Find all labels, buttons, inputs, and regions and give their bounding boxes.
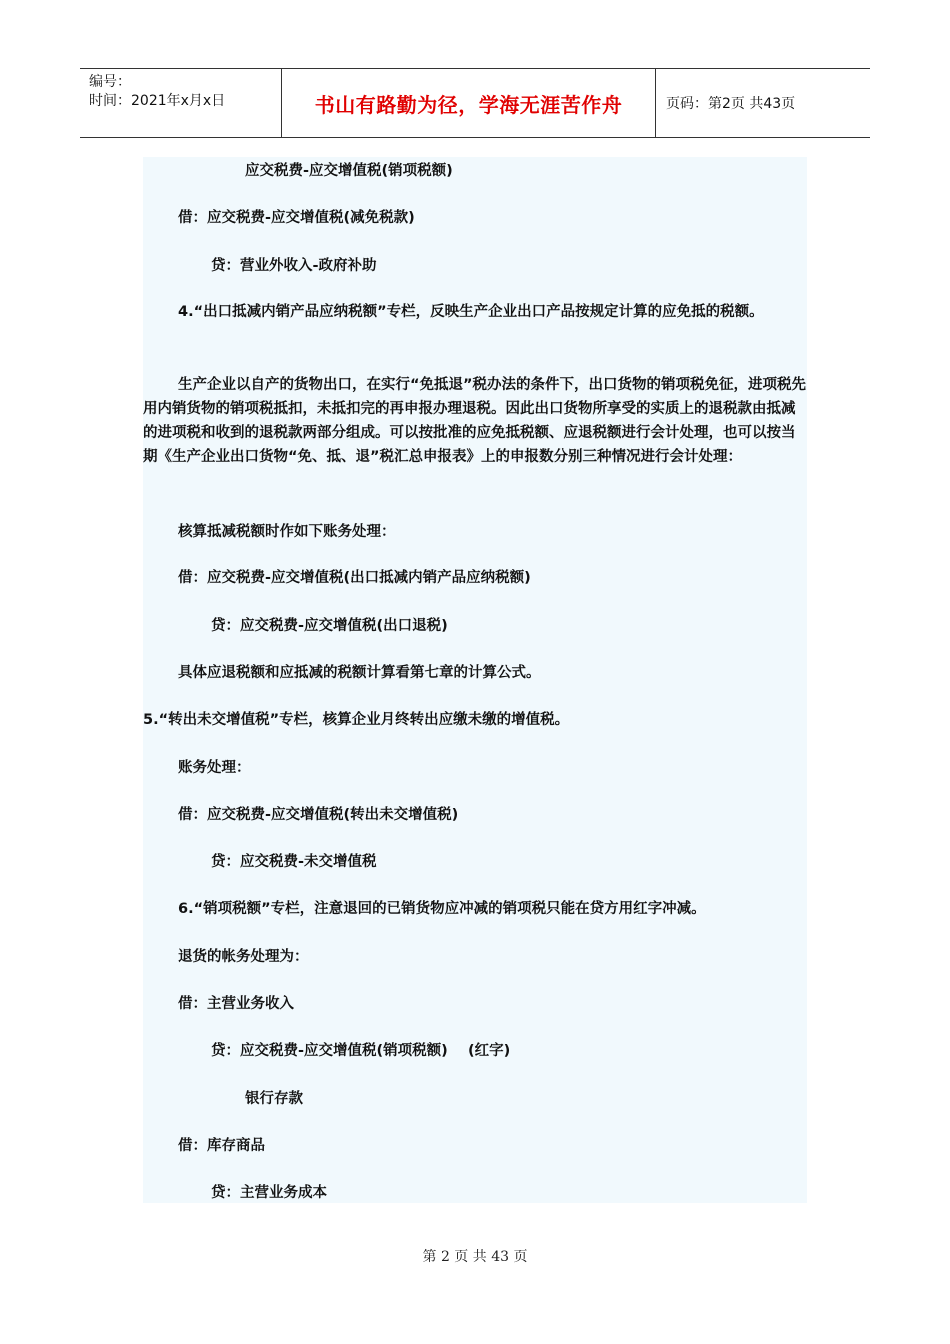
body-line: 应交税费-应交增值税(销项税额) [245,163,453,179]
body-line: 贷：营业外收入-政府补助 [211,258,377,274]
body-line: 借：应交税费-应交增值税(出口抵减内销产品应纳税额) [178,570,531,586]
body-line: 贷：应交税费-应交增值税(销项税额) (红字) [211,1043,511,1059]
body-line: 借：应交税费-应交增值税(减免税款) [178,210,415,226]
body-line: 贷：应交税费-未交增值税 [211,854,377,870]
document-date: 时间：2021年x月x日 [89,93,226,109]
document-body [143,157,807,1203]
page-header [80,68,870,138]
body-line: 5.“转出未交增值税”专栏，核算企业月终转出应缴未缴的增值税。 [143,712,570,728]
page-footer: 第 2 页 共 43 页 [422,1249,528,1265]
body-line: 借：主营业务收入 [178,996,294,1012]
header-motto-cell [282,69,656,137]
body-line: 贷：应交税费-应交增值税(出口退税) [211,618,448,634]
header-motto: 书山有路勤为径，学海无涯苦作舟 [314,92,623,117]
body-paragraph: 4.“出口抵减内销产品应纳税额”专栏，反映生产企业出口产品按规定计算的应免抵的税额。 [178,304,764,320]
document-number-label: 编号： [89,74,131,90]
body-line: 具体应退税额和应抵减的税额计算看第七章的计算公式。 [178,665,541,681]
body-line: 退货的帐务处理为： [178,949,309,965]
body-line: 6.“销项税额”专栏，注意退回的已销货物应冲减的销项税只能在贷方用红字冲减。 [178,901,706,917]
header-page-info: 页码：第2页 共43页 [666,96,796,112]
body-paragraph: 生产企业以自产的货物出口，在实行“免抵退”税办法的条件下，出口货物的销项税免征，进项税先用内销货物的销项税抵扣，未抵扣完的再申报办理退税。因此出口货物所享受的实质上的退税款由抵减的进项税和收到的退税款两部分组成。可以按批准的应免抵税额、应退税额进行会计处理，也可以按当期《生产企业出口货物“免、抵、退”税汇总申报表》上的申报数分别三种情况进行会计处理： [143,377,807,465]
body-line: 贷：主营业务成本 [211,1185,327,1201]
body-line: 核算抵减税额时作如下账务处理： [178,524,396,540]
header-left-cell [80,69,282,137]
body-line: 借：库存商品 [178,1138,265,1154]
body-line: 借：应交税费-应交增值税(转出未交增值税) [178,807,459,823]
body-line: 账务处理： [178,760,251,776]
body-line: 银行存款 [245,1091,303,1107]
